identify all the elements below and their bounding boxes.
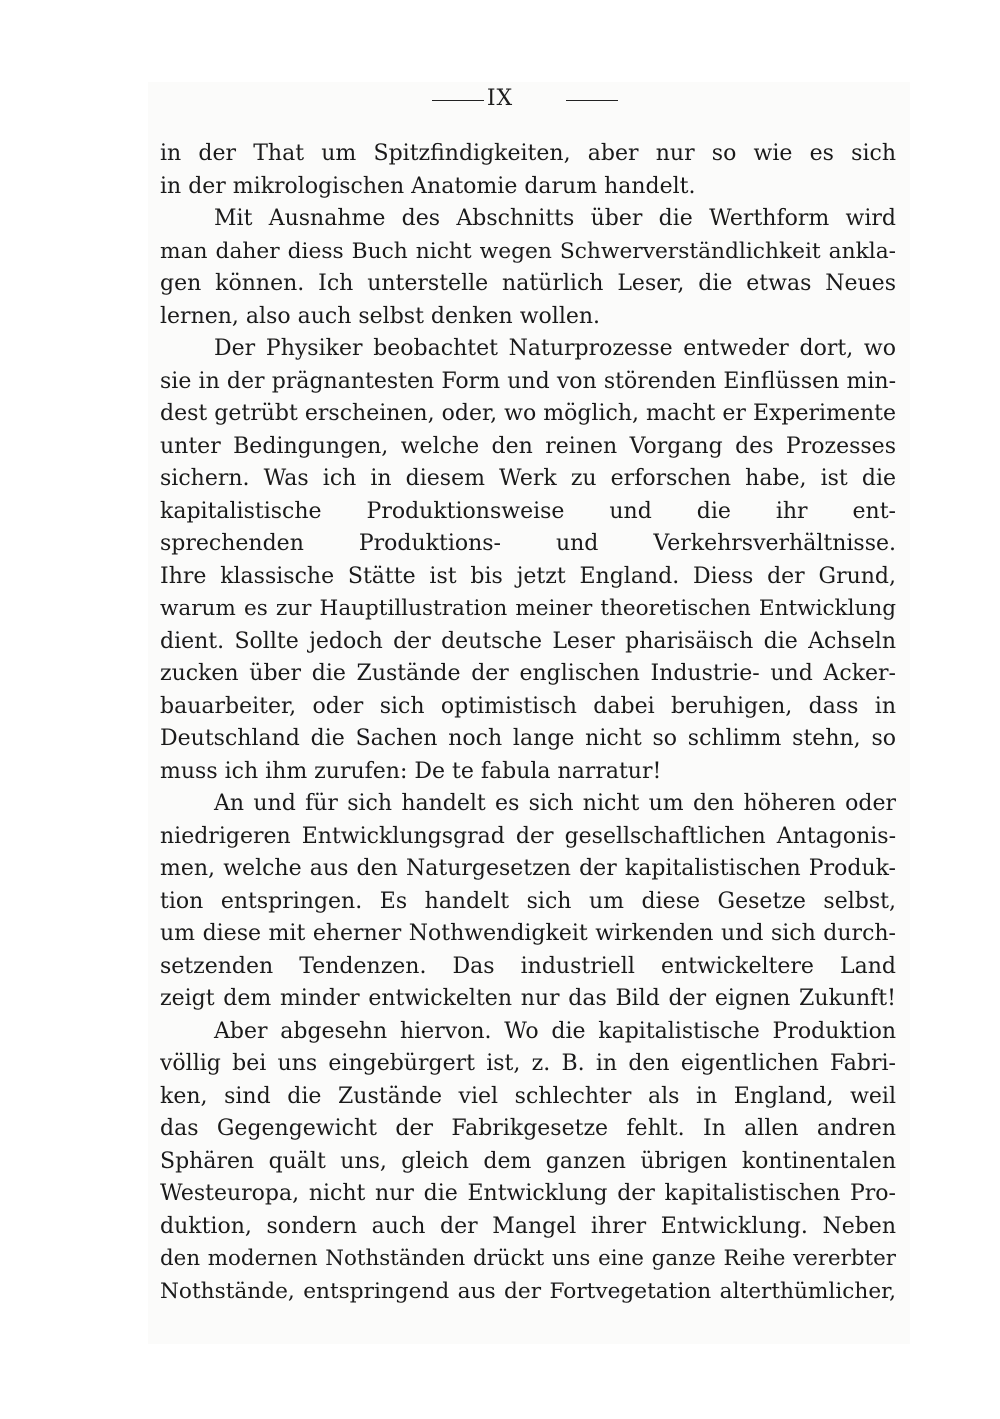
text-line: in der That um Spitzfindigkeiten, aber nur so wie es sich bbox=[160, 141, 896, 166]
text-line: sie in der prägnantesten Form und von störenden Einflüssen min- bbox=[160, 368, 896, 394]
text-line: das Gegengewicht der Fabrikgesetze fehlt. In allen andren bbox=[160, 1116, 896, 1141]
text-line: kapitalistische Produktionsweise und die ihr ent- bbox=[160, 498, 896, 524]
text-line: Deutschland die Sachen noch lange nicht so schlimm stehn, so bbox=[160, 726, 896, 751]
text-line: um diese mit eherner Nothwendigkeit wirkenden und sich durch- bbox=[160, 921, 896, 946]
text-line: duktion, sondern auch der Mangel ihrer Entwicklung. Neben bbox=[160, 1213, 896, 1239]
text-line: setzenden Tendenzen. Das industriell entwickeltere Land bbox=[160, 953, 896, 979]
header-rule-left bbox=[432, 100, 484, 101]
text-line: tion entspringen. Es handelt sich um diese Gesetze selbst, bbox=[160, 888, 896, 914]
text-line: ken, sind die Zustände viel schlechter als in England, weil bbox=[160, 1083, 896, 1109]
text-line: völlig bei uns eingebürgert ist, z. B. in den eigentlichen Fabri- bbox=[160, 1051, 896, 1076]
text-line: An und für sich handelt es sich nicht um den höheren oder bbox=[214, 791, 896, 816]
text-line: zeigt dem minder entwickelten nur das Bild der eignen Zukunft! bbox=[160, 986, 896, 1011]
text-line: dient. Sollte jedoch der deutsche Leser pharisäisch die Achseln bbox=[160, 628, 896, 654]
text-line: Ihre klassische Stätte ist bis jetzt England. Diess der Grund, bbox=[160, 563, 896, 589]
text-line: Westeuropa, nicht nur die Entwicklung der kapitalistischen Pro- bbox=[160, 1181, 896, 1206]
text-line: den modernen Nothständen drückt uns eine ganze Reihe vererbter bbox=[160, 1246, 896, 1271]
text-line: muss ich ihm zurufen: De te fabula narratur! bbox=[160, 758, 662, 784]
text-line: gen können. Ich unterstelle natürlich Leser, die etwas Neues bbox=[160, 271, 896, 296]
text-line: dest getrübt erscheinen, oder, wo möglich, macht er Experimente bbox=[160, 401, 896, 426]
text-line: Mit Ausnahme des Abschnitts über die Werthform wird bbox=[214, 206, 896, 231]
text-line: sichern. Was ich in diesem Werk zu erforschen habe, ist die bbox=[160, 466, 896, 491]
text-line: Nothstände, entspringend aus der Fortvegetation alterthümlicher, bbox=[160, 1278, 896, 1304]
text-line: warum es zur Hauptillustration meiner theoretischen Entwicklung bbox=[160, 596, 896, 621]
text-line: lernen, also auch selbst denken wollen. bbox=[160, 303, 601, 329]
text-line: unter Bedingungen, welche den reinen Vorgang des Prozesses bbox=[160, 433, 896, 459]
text-line: niedrigeren Entwicklungsgrad der gesellschaftlichen Antagonis- bbox=[160, 823, 896, 849]
text-line: sprechenden Produktions- und Verkehrsverhältnisse. bbox=[160, 531, 896, 556]
text-line: in der mikrologischen Anatomie darum handelt. bbox=[160, 173, 696, 199]
header-rule-right bbox=[566, 100, 618, 101]
page-number: IX bbox=[486, 86, 514, 111]
text-line: Der Physiker beobachtet Naturprozesse entweder dort, wo bbox=[214, 336, 896, 361]
text-line: zucken über die Zustände der englischen Industrie- und Acker- bbox=[160, 661, 896, 686]
text-line: men, welche aus den Naturgesetzen der kapitalistischen Produk- bbox=[160, 856, 896, 881]
text-line: man daher diess Buch nicht wegen Schwerverständlichkeit ankla- bbox=[160, 238, 896, 264]
text-line: Sphären quält uns, gleich dem ganzen übrigen kontinentalen bbox=[160, 1148, 896, 1174]
text-line: Aber abgesehn hiervon. Wo die kapitalistische Produktion bbox=[214, 1018, 896, 1044]
text-line: bauarbeiter, oder sich optimistisch dabei beruhigen, dass in bbox=[160, 693, 896, 719]
